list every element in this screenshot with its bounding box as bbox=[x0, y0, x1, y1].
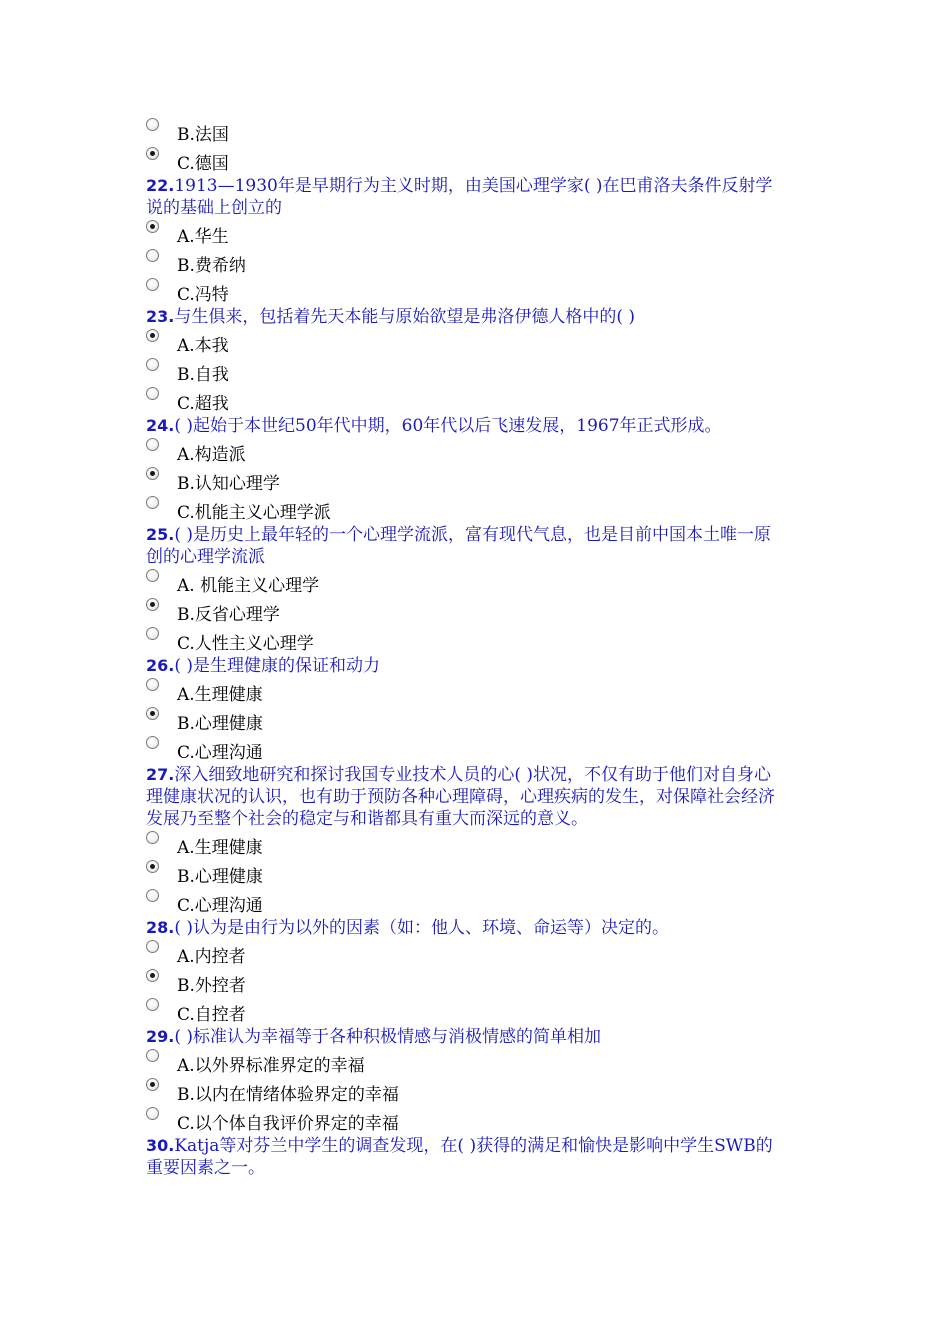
question-number: 24. bbox=[146, 416, 175, 435]
question-text bbox=[146, 524, 786, 568]
radio-unchecked-icon[interactable] bbox=[146, 627, 159, 640]
option-label: C.自控者 bbox=[177, 1005, 246, 1025]
answer-option[interactable] bbox=[146, 117, 786, 146]
answer-option[interactable] bbox=[146, 328, 786, 357]
question-number: 23. bbox=[146, 307, 175, 326]
radio-dot-icon bbox=[150, 224, 155, 229]
option-label: C.机能主义心理学派 bbox=[177, 503, 331, 523]
option-label: A.本我 bbox=[177, 336, 229, 356]
answer-option[interactable] bbox=[146, 626, 786, 655]
answer-option[interactable] bbox=[146, 706, 786, 735]
option-label: B.心理健康 bbox=[177, 714, 263, 734]
radio-unchecked-icon[interactable] bbox=[146, 569, 159, 582]
question-text bbox=[146, 1135, 786, 1179]
option-label: C.超我 bbox=[177, 394, 229, 414]
radio-unchecked-icon[interactable] bbox=[146, 118, 159, 131]
answer-option[interactable] bbox=[146, 997, 786, 1026]
question-number: 29. bbox=[146, 1027, 175, 1046]
answer-option[interactable] bbox=[146, 859, 786, 888]
radio-unchecked-icon[interactable] bbox=[146, 438, 159, 451]
option-label: C.冯特 bbox=[177, 285, 229, 305]
question-number: 25. bbox=[146, 525, 175, 544]
answer-option[interactable] bbox=[146, 1048, 786, 1077]
radio-dot-icon bbox=[150, 471, 155, 476]
radio-unchecked-icon[interactable] bbox=[146, 889, 159, 902]
answer-option[interactable] bbox=[146, 568, 786, 597]
radio-dot-icon bbox=[150, 864, 155, 869]
option-label: B.自我 bbox=[177, 365, 229, 385]
option-label: B.以内在情绪体验界定的幸福 bbox=[177, 1085, 399, 1105]
radio-dot-icon bbox=[150, 973, 155, 978]
option-label: B.心理健康 bbox=[177, 867, 263, 887]
radio-dot-icon bbox=[150, 711, 155, 716]
question-body: ( )是生理健康的保证和动力 bbox=[174, 656, 381, 676]
radio-checked-icon[interactable] bbox=[146, 860, 159, 873]
answer-option[interactable] bbox=[146, 1077, 786, 1106]
option-label: B.法国 bbox=[177, 125, 229, 145]
radio-unchecked-icon[interactable] bbox=[146, 1107, 159, 1120]
question-text bbox=[146, 175, 786, 219]
radio-checked-icon[interactable] bbox=[146, 467, 159, 480]
radio-unchecked-icon[interactable] bbox=[146, 249, 159, 262]
question-body: Katja等对芬兰中学生的调查发现，在( )获得的满足和愉快是影响中学生SWB的重要因素之一。 bbox=[146, 1136, 773, 1178]
answer-option[interactable] bbox=[146, 248, 786, 277]
answer-option[interactable] bbox=[146, 735, 786, 764]
radio-checked-icon[interactable] bbox=[146, 147, 159, 160]
radio-unchecked-icon[interactable] bbox=[146, 387, 159, 400]
question-body: ( )是历史上最年轻的一个心理学流派，富有现代气息，也是目前中国本土唯一原创的心理学流派 bbox=[146, 525, 772, 567]
question-body: 1913—1930年是早期行为主义时期，由美国心理学家( )在巴甫洛夫条件反射学说的基础上创立的 bbox=[146, 176, 773, 218]
question-body: ( )认为是由行为以外的因素（如：他人、环境、命运等）决定的。 bbox=[174, 918, 670, 938]
answer-option[interactable] bbox=[146, 437, 786, 466]
answer-option[interactable] bbox=[146, 466, 786, 495]
radio-dot-icon bbox=[150, 1082, 155, 1087]
answer-option[interactable] bbox=[146, 597, 786, 626]
answer-option[interactable] bbox=[146, 677, 786, 706]
answer-option[interactable] bbox=[146, 1106, 786, 1135]
answer-option[interactable] bbox=[146, 219, 786, 248]
answer-option[interactable] bbox=[146, 939, 786, 968]
radio-checked-icon[interactable] bbox=[146, 969, 159, 982]
option-label: A.生理健康 bbox=[177, 685, 263, 705]
question-body: ( )起始于本世纪50年代中期，60年代以后飞速发展，1967年正式形成。 bbox=[174, 416, 722, 436]
radio-dot-icon bbox=[150, 602, 155, 607]
option-label: B.认知心理学 bbox=[177, 474, 280, 494]
option-label: C.心理沟通 bbox=[177, 743, 263, 763]
radio-checked-icon[interactable] bbox=[146, 329, 159, 342]
option-label: C.人性主义心理学 bbox=[177, 634, 314, 654]
answer-option[interactable] bbox=[146, 277, 786, 306]
radio-checked-icon[interactable] bbox=[146, 598, 159, 611]
question-number: 28. bbox=[146, 918, 175, 937]
option-label: B.费希纳 bbox=[177, 256, 246, 276]
radio-dot-icon bbox=[150, 151, 155, 156]
radio-unchecked-icon[interactable] bbox=[146, 831, 159, 844]
answer-option[interactable] bbox=[146, 888, 786, 917]
question-number: 30. bbox=[146, 1136, 175, 1155]
radio-checked-icon[interactable] bbox=[146, 220, 159, 233]
answer-option[interactable] bbox=[146, 968, 786, 997]
radio-checked-icon[interactable] bbox=[146, 1078, 159, 1091]
radio-checked-icon[interactable] bbox=[146, 707, 159, 720]
answer-option[interactable] bbox=[146, 830, 786, 859]
quiz-page bbox=[146, 117, 786, 1179]
question-text bbox=[146, 306, 786, 328]
question-body: 与生俱来，包括着先天本能与原始欲望是弗洛伊德人格中的( ) bbox=[174, 307, 636, 327]
option-label: A.构造派 bbox=[177, 445, 246, 465]
option-label: A.以外界标准界定的幸福 bbox=[177, 1056, 365, 1076]
question-body: ( )标准认为幸福等于各种积极情感与消极情感的简单相加 bbox=[174, 1027, 602, 1047]
radio-unchecked-icon[interactable] bbox=[146, 1049, 159, 1062]
answer-option[interactable] bbox=[146, 495, 786, 524]
radio-unchecked-icon[interactable] bbox=[146, 278, 159, 291]
question-number: 27. bbox=[146, 765, 175, 784]
radio-unchecked-icon[interactable] bbox=[146, 358, 159, 371]
option-label: C.以个体自我评价界定的幸福 bbox=[177, 1114, 399, 1134]
answer-option[interactable] bbox=[146, 386, 786, 415]
radio-unchecked-icon[interactable] bbox=[146, 940, 159, 953]
answer-option[interactable] bbox=[146, 357, 786, 386]
option-label: A. 机能主义心理学 bbox=[177, 576, 320, 596]
radio-unchecked-icon[interactable] bbox=[146, 496, 159, 509]
option-label: B.反省心理学 bbox=[177, 605, 280, 625]
option-label: A.华生 bbox=[177, 227, 229, 247]
radio-unchecked-icon[interactable] bbox=[146, 678, 159, 691]
option-label: A.内控者 bbox=[177, 947, 246, 967]
question-number: 22. bbox=[146, 176, 175, 195]
radio-unchecked-icon[interactable] bbox=[146, 736, 159, 749]
answer-option[interactable] bbox=[146, 146, 786, 175]
option-label: C.心理沟通 bbox=[177, 896, 263, 916]
radio-dot-icon bbox=[150, 333, 155, 338]
option-label: B.外控者 bbox=[177, 976, 246, 996]
question-number: 26. bbox=[146, 656, 175, 675]
question-body: 深入细致地研究和探讨我国专业技术人员的心( )状况，不仅有助于他们对自身心理健康状况的认识，也有助于预防各种心理障碍，心理疾病的发生，对保障社会经济发展乃至整个社会的稳定与和谐都具有重大而深远的意义。 bbox=[146, 765, 775, 829]
question-text bbox=[146, 764, 786, 830]
option-label: A.生理健康 bbox=[177, 838, 263, 858]
radio-unchecked-icon[interactable] bbox=[146, 998, 159, 1011]
option-label: C.德国 bbox=[177, 154, 229, 174]
question-text bbox=[146, 415, 786, 437]
